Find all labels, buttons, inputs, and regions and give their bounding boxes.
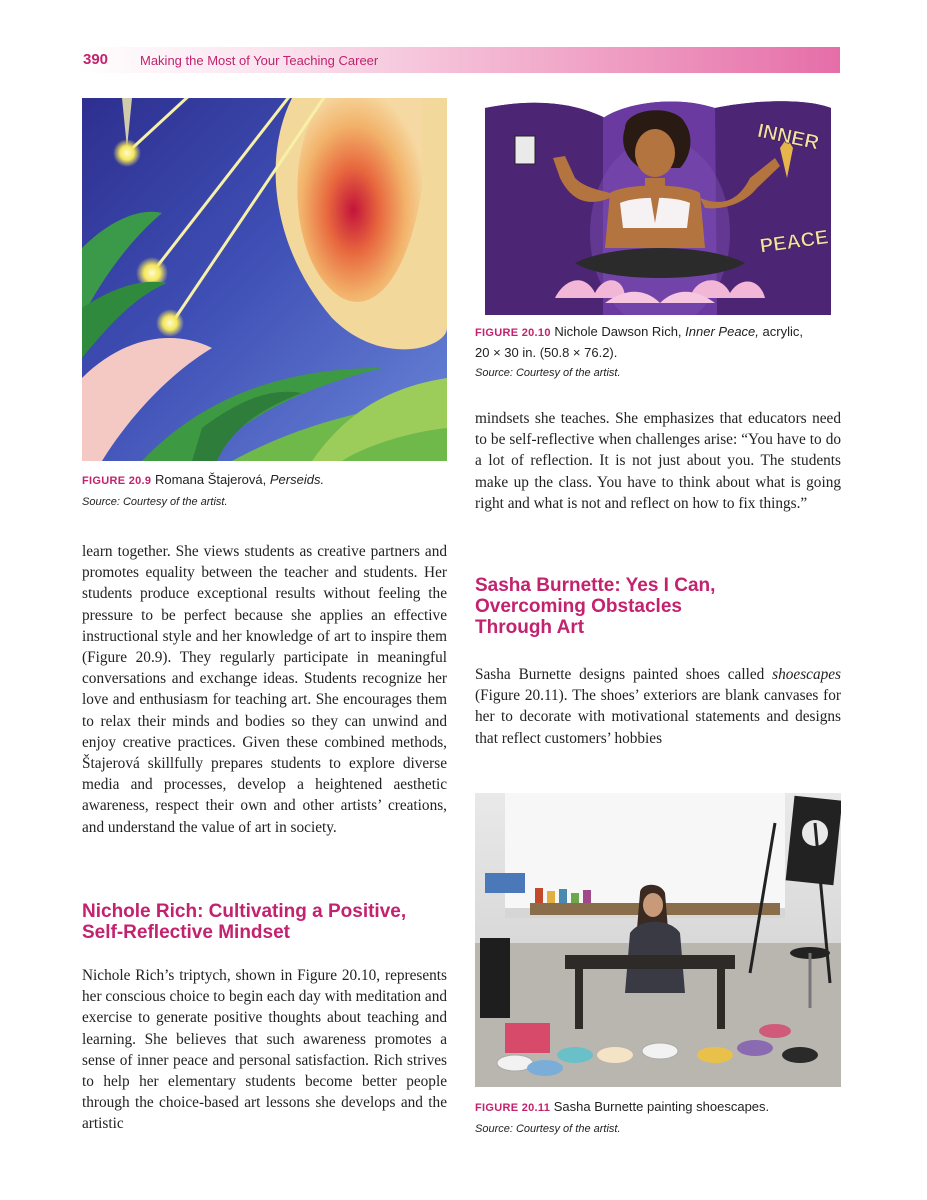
figure-20-10-caption xyxy=(475,322,841,381)
figure-source: Source: Courtesy of the artist. xyxy=(475,1123,621,1135)
figure-medium: acrylic, xyxy=(762,324,803,339)
heading-line: Self-Reflective Mindset xyxy=(82,922,290,943)
figure-title: Perseids. xyxy=(269,472,325,487)
heading-line: Nichole Rich: Cultivating a Positive, xyxy=(82,901,407,922)
page-number: 390 xyxy=(83,51,109,68)
figure-caption-text: Sasha Burnette painting shoescapes. xyxy=(553,1099,770,1114)
left-paragraph-2 xyxy=(82,965,447,1135)
painting-peace-text: PEACE xyxy=(758,226,830,258)
figure-label: FIGURE 20.10 xyxy=(475,327,551,339)
figure-20-9-caption xyxy=(82,470,447,510)
right-paragraph-2 xyxy=(475,664,841,749)
right-paragraph-1 xyxy=(475,408,841,514)
paragraph-term-shoescapes: shoescapes xyxy=(772,666,841,683)
paragraph-text: Nichole Rich’s triptych, shown in Figure 20.10, represents her conscious choice to begin each day with meditation and exercise to generate positive thoughts about teaching and learning. She believes that such awareness promotes a sense of inner peace and personal satisfaction. Rich strives to help her elementary students become better people through the choice-based art lessons she develops and the artistic xyxy=(82,967,447,1133)
figure-label: FIGURE 20.11 xyxy=(475,1102,551,1114)
paragraph-text-end: (Figure 20.11). The shoes’ exteriors are blank canvases for her to decorate with motivational statements and designs that reflect customers’ hobbies xyxy=(475,687,841,747)
figure-source: Source: Courtesy of the artist. xyxy=(475,367,621,379)
heading-line: Overcoming Obstacles xyxy=(475,596,682,617)
figure-20-9-image xyxy=(82,98,447,461)
left-paragraph-1 xyxy=(82,541,447,838)
figure-artist: Nichole Dawson Rich, xyxy=(554,324,682,339)
running-title: Making the Most of Your Teaching Career xyxy=(140,53,379,68)
heading-line: Through Art xyxy=(475,617,585,638)
figure-20-11-image xyxy=(475,793,841,1087)
section-heading-nichole-rich xyxy=(82,901,452,943)
painting-inner-text: INNER xyxy=(755,119,821,155)
paragraph-text: mindsets she teaches. She emphasizes that educators need to be self-reflective when challenges arise: “You have to do a lot of reflection. It is not just about you. The students make up the class. You have to think about what is going right and what is not and reflect on how to fix things.” xyxy=(475,410,841,512)
figure-source: Source: Courtesy of the artist. xyxy=(82,496,228,508)
paragraph-text: learn together. She views students as creative partners and promotes equality between the teacher and students. Her students produce exceptional results without feeling the pressure to be perfect because she applies an effective instructional style and her knowledge of art to inspire them (Figure 20.9). They regularly participate in meaningful conversations and exchange ideas. Students recognize her love and enthusiasm for teaching art. She encourages them to relax their minds and bodies so they can unwind and enjoy creative practices. Given these combined methods, Štajerová skillfully prepares students to explore diverse media and processes, develop a heightened aesthetic awareness, respect their own and other artists’ creations, and understand the value of art in society. xyxy=(82,543,447,836)
paragraph-text-start: Sasha Burnette designs painted shoes called xyxy=(475,666,773,683)
figure-20-10-image xyxy=(475,98,841,315)
figure-dimensions: 20 × 30 in. (50.8 × 76.2). xyxy=(475,345,618,360)
figure-20-11-caption xyxy=(475,1097,841,1137)
figure-label: FIGURE 20.9 xyxy=(82,475,152,487)
figure-artist: Romana Štajerová, xyxy=(154,472,267,487)
figure-title: Inner Peace, xyxy=(685,324,759,339)
paragraph-text xyxy=(475,664,841,749)
heading-line: Sasha Burnette: Yes I Can, xyxy=(475,575,716,596)
section-heading-sasha-burnette xyxy=(475,575,841,638)
